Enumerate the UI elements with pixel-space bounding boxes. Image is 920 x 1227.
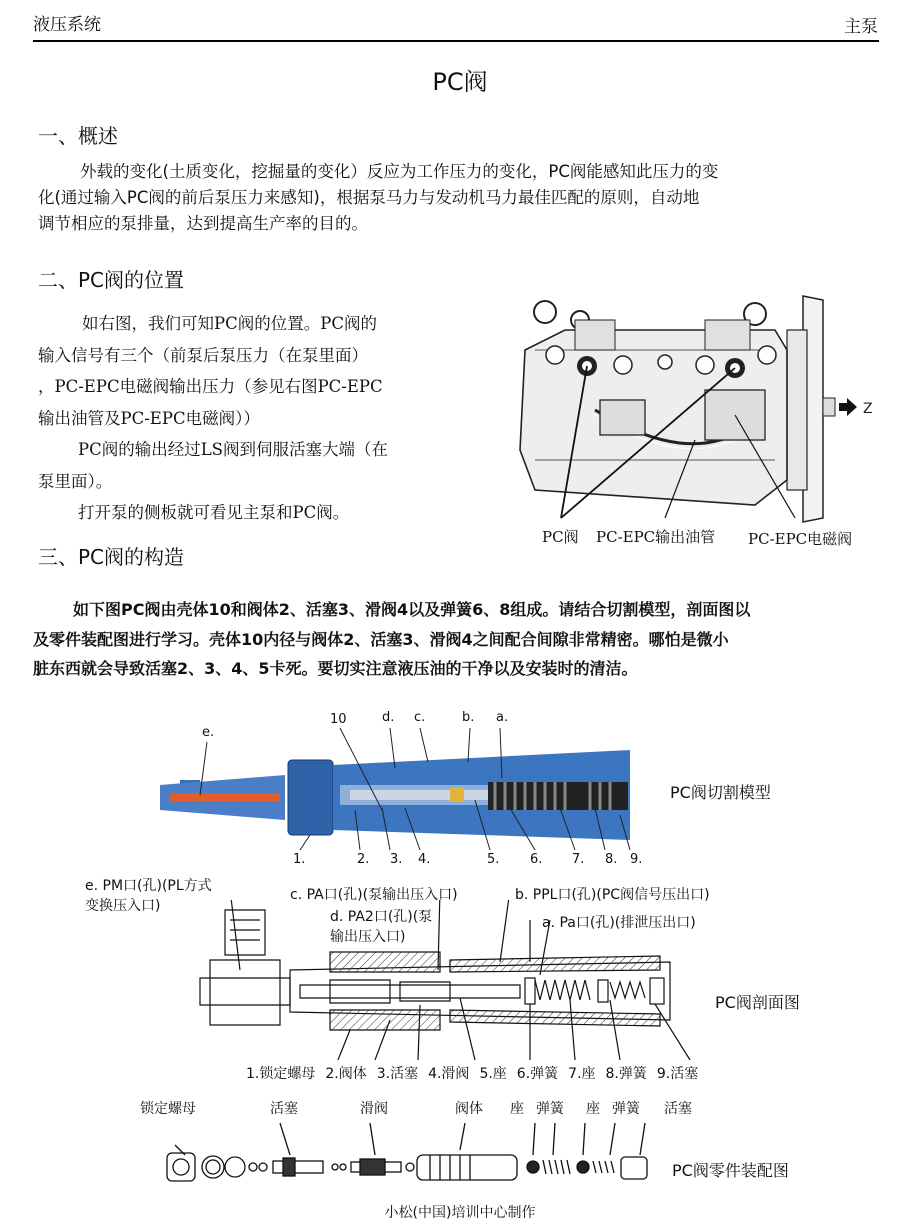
pump-illustration bbox=[505, 290, 895, 530]
section3-body bbox=[33, 595, 913, 684]
part-label: 1.锁定螺母 bbox=[246, 1066, 316, 1082]
section2-line: 输入信号有三个（前泵后泵压力（在泵里面） bbox=[38, 345, 368, 365]
section2-line: ，PC-EPC电磁阀输出压力（参见右图PC-EPC bbox=[38, 377, 383, 396]
section-view-parts bbox=[246, 1063, 698, 1083]
section2-line: 打开泵的侧板就可看见主泵和PC阀。 bbox=[78, 503, 350, 522]
port-label-b: b. PPL口(孔)(PC阀信号压出口) bbox=[515, 887, 710, 903]
part-label: 9.活塞 bbox=[656, 1066, 699, 1082]
header-right: 主泵 bbox=[844, 17, 878, 37]
assembly-illustration bbox=[155, 1115, 665, 1185]
port-label-a: a. Pa口(孔)(排泄压出口) bbox=[542, 915, 696, 931]
cutaway-label-5: 5. bbox=[487, 852, 500, 867]
section2-line: 泵里面）。 bbox=[38, 471, 113, 491]
page-title: PC阀 bbox=[432, 68, 488, 96]
part-label: 3.活塞 bbox=[376, 1066, 419, 1082]
cutaway-label-2: 2. bbox=[357, 852, 370, 867]
cutaway-label-e: e. bbox=[202, 725, 215, 740]
cutaway-label-6: 6. bbox=[530, 852, 543, 867]
part-label: 2.阀体 bbox=[325, 1066, 367, 1082]
section1-line: 外载的变化(土质变化，挖掘量的变化）反应为工作压力的变化，PC阀能感知此压力的变 bbox=[80, 162, 719, 181]
port-label-c: c. PA口(孔)(泵输出压入口) bbox=[290, 887, 458, 903]
assembly-label-spring2: 弹簧 bbox=[612, 1101, 640, 1117]
cutaway-label-1: 1. bbox=[293, 852, 306, 867]
assembly-label-locknut: 锁定螺母 bbox=[140, 1101, 196, 1117]
assembly-label-piston: 活塞 bbox=[270, 1101, 298, 1117]
pump-label-epc-pipe: PC-EPC输出油管 bbox=[596, 528, 716, 546]
section1-line: 化(通过输入PC阀的前后泵压力来感知)，根据泵马力与发动机马力最佳匹配的原则，自动地 bbox=[38, 188, 700, 207]
port-label-d-line1: d. PA2口(孔)(泵 bbox=[330, 909, 433, 925]
header-left: 液压系统 bbox=[33, 15, 101, 35]
cutaway-label-c: c. bbox=[414, 710, 426, 725]
section1-line: 调节相应的泵排量，达到提高生产率的目的。 bbox=[38, 214, 368, 233]
section1-heading: 一、概述 bbox=[38, 124, 118, 148]
section3-line: 如下图PC阀由壳体10和阀体2、活塞3、滑阀4以及弹簧6、8组成。请结合切割模型，剖面图以 bbox=[73, 600, 751, 619]
footer-text: 小松(中国)培训中心制作 bbox=[384, 1205, 536, 1221]
part-label: 4.滑阀 bbox=[428, 1066, 470, 1082]
section3-line: 及零件装配图进行学习。壳体10内径与阀体2、活塞3、滑阀4之间配合间隙非常精密。哪怕是微小 bbox=[33, 629, 729, 649]
section-view-illustration bbox=[190, 900, 700, 1060]
cutaway-label-d: d. bbox=[382, 710, 395, 725]
z-label: Z bbox=[863, 401, 873, 417]
assembly-label-body: 阀体 bbox=[455, 1101, 483, 1117]
port-label-e-line2: 变换压入口) bbox=[85, 898, 161, 914]
port-label-e-line1: e. PM口(孔)(PL方式 bbox=[85, 878, 212, 894]
assembly-label-piston2: 活塞 bbox=[664, 1101, 692, 1117]
pump-label-pc-valve: PC阀 bbox=[542, 528, 579, 546]
header-rule bbox=[33, 40, 879, 42]
cutaway-label-8: 8. bbox=[605, 852, 618, 867]
assembly-label-seat: 座 bbox=[510, 1101, 524, 1117]
cutaway-label-4: 4. bbox=[418, 852, 431, 867]
cutaway-label-9: 9. bbox=[630, 852, 643, 867]
cutaway-label-7: 7. bbox=[572, 852, 585, 867]
cutaway-label-3: 3. bbox=[390, 852, 403, 867]
cutaway-label-b: b. bbox=[462, 710, 475, 725]
part-label: 6.弹簧 bbox=[516, 1066, 559, 1082]
pump-label-epc-solenoid: PC-EPC电磁阀 bbox=[748, 530, 853, 548]
section1-body bbox=[38, 159, 888, 237]
z-arrow-icon bbox=[839, 398, 857, 416]
assembly-caption: PC阀零件装配图 bbox=[672, 1161, 789, 1180]
section3-heading: 三、PC阀的构造 bbox=[38, 545, 185, 569]
assembly-label-seat2: 座 bbox=[586, 1101, 600, 1117]
cutaway-label-10: 10 bbox=[330, 712, 347, 727]
section2-line: PC阀的输出经过LS阀到伺服活塞大端（在 bbox=[78, 440, 388, 459]
section3-line: 脏东西就会导致活塞2、3、4、5卡死。要切实注意液压油的干净以及安装时的清洁。 bbox=[33, 659, 638, 678]
section2-line: 如右图，我们可知PC阀的位置。PC阀的 bbox=[82, 314, 377, 333]
section2-heading: 二、PC阀的位置 bbox=[38, 268, 185, 292]
cutaway-caption: PC阀切割模型 bbox=[670, 783, 771, 802]
part-label: 8.弹簧 bbox=[605, 1066, 647, 1082]
cutaway-label-a: a. bbox=[496, 710, 509, 725]
part-label: 7.座 bbox=[568, 1066, 596, 1082]
assembly-label-spring: 弹簧 bbox=[536, 1101, 564, 1117]
section2-body bbox=[38, 308, 468, 529]
port-label-d-line2: 输出压入口) bbox=[330, 929, 406, 945]
assembly-label-spool: 滑阀 bbox=[360, 1101, 388, 1117]
section2-line: 输出油管及PC-EPC电磁阀）） bbox=[38, 408, 260, 428]
part-label: 5.座 bbox=[479, 1066, 507, 1082]
section-view-caption: PC阀剖面图 bbox=[715, 993, 800, 1012]
